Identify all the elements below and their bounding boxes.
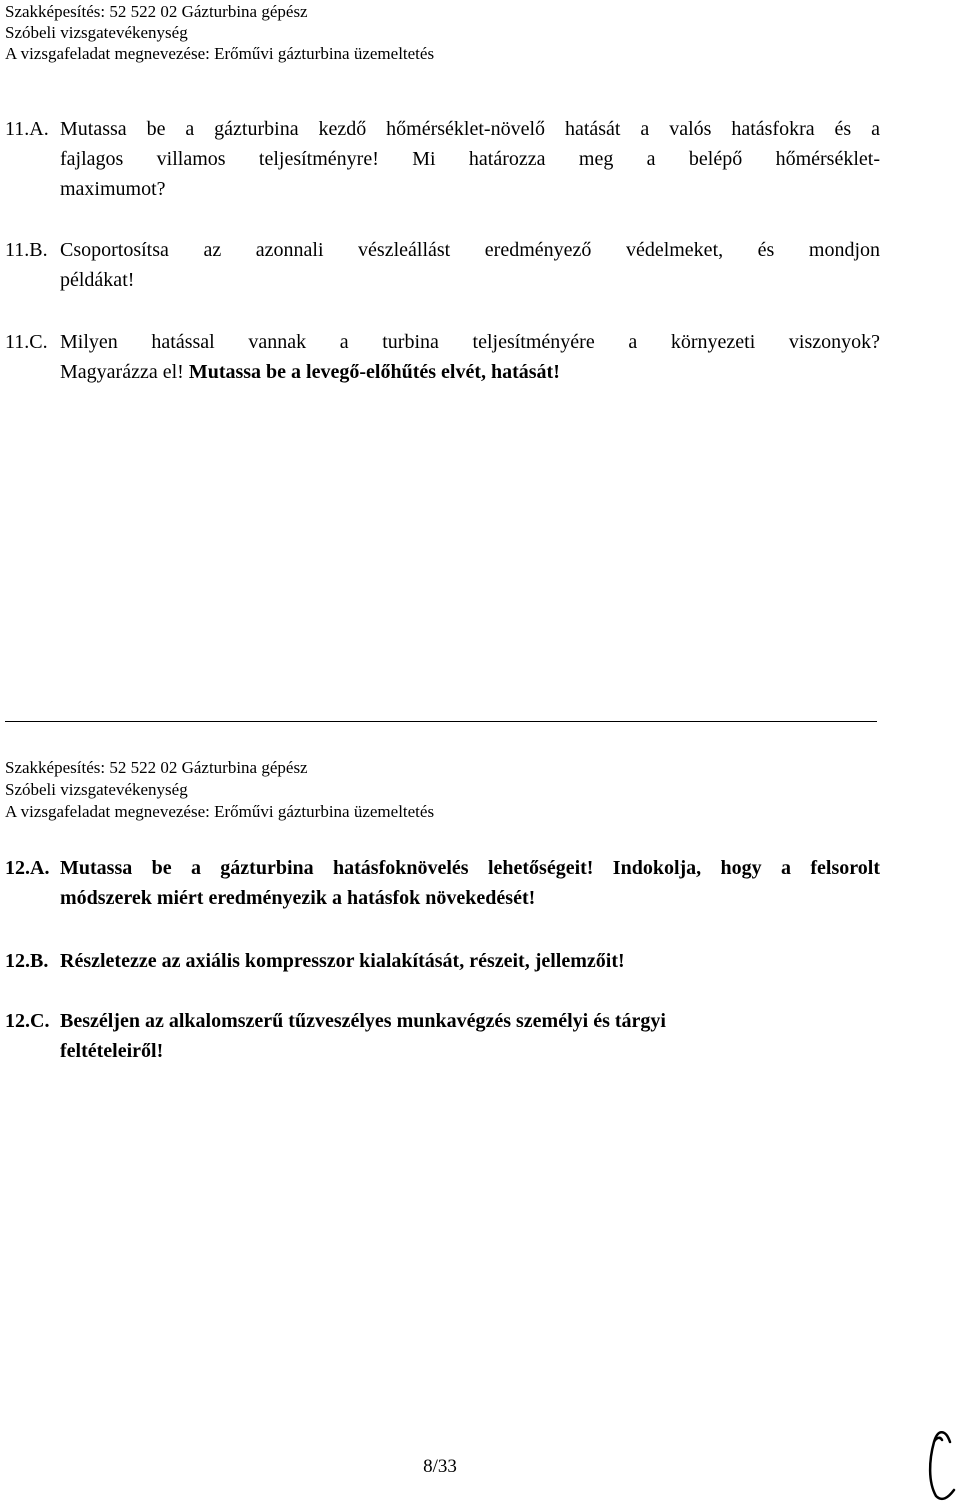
header-qualification: Szakképesítés: 52 522 02 Gázturbina gépész [5,2,308,21]
question-label: 12.A. [5,857,50,879]
question-text: Mutassa be a gázturbina kezdő hőmérséklet-növelő hatását a valós hatásfokra és a [60,118,880,140]
question-text: módszerek miért eredményezik a hatásfok növekedését! [60,887,536,909]
question-text: Mutassa be a gázturbina hatásfoknövelés lehetőségeit! Indokolja, hogy a felsorolt [60,857,880,879]
question-text: Részletezze az axiális kompresszor kialakítását, részeit, jellemzőit! [60,950,625,972]
question-label: 11.B. [5,239,48,261]
header-qualification: Szakképesítés: 52 522 02 Gázturbina gépész [5,758,308,777]
signature-mark [920,1420,960,1503]
question-text: fajlagos villamos teljesítményre! Mi határozza meg a belépő hőmérséklet- [60,148,880,170]
question-text: maximumot? [60,178,166,200]
header-task-name: A vizsgafeladat megnevezése: Erőművi gázturbina üzemeltetés [5,44,435,63]
question-text: Milyen hatással vannak a turbina teljesítményére a környezeti viszonyok? [60,331,880,353]
question-label: 11.A. [5,118,49,140]
question-text: Magyarázza el! [60,361,189,383]
header-exam-type: Szóbeli vizsgatevékenység [5,23,188,42]
page-number: 8/33 [423,1456,457,1477]
question-text: példákat! [60,269,135,291]
question-label: 11.C. [5,331,48,353]
header-exam-type: Szóbeli vizsgatevékenység [5,780,188,799]
page-divider [5,721,877,722]
question-text: feltételeiről! [60,1040,164,1062]
header-task-name: A vizsgafeladat megnevezése: Erőművi gázturbina üzemeltetés [5,802,435,821]
question-text: Beszéljen az alkalomszerű tűzveszélyes munkavégzés személyi és tárgyi [60,1010,666,1032]
question-text: Csoportosítsa az azonnali vészleállást eredményező védelmeket, és mondjon [60,239,880,261]
question-label: 12.B. [5,950,49,972]
question-text-bold: Mutassa be a levegő-előhűtés elvét, hatását! [188,361,560,383]
question-label: 12.C. [5,1010,50,1032]
